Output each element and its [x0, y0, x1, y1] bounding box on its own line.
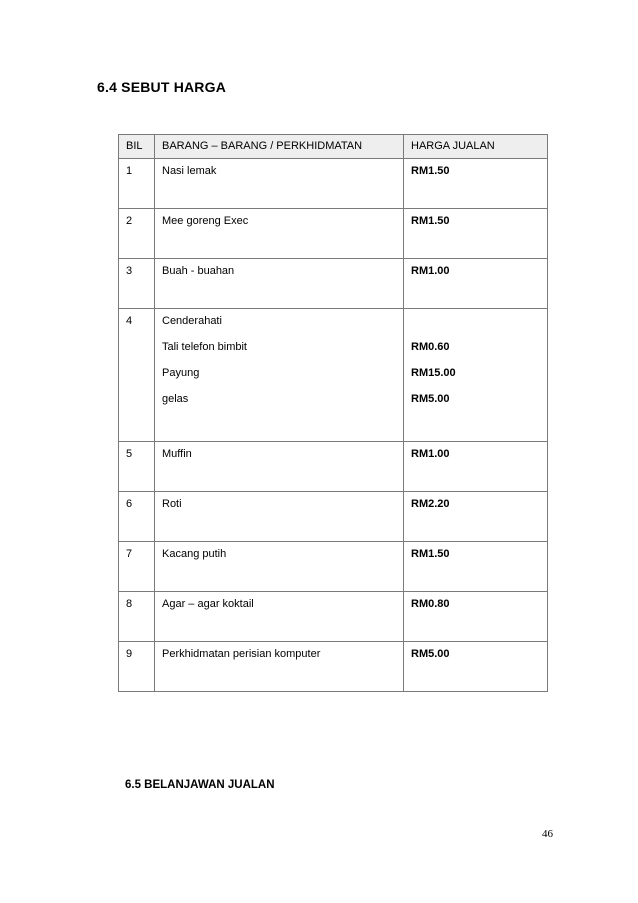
row-bil: 1: [119, 159, 155, 209]
row-subitem-price: RM15.00: [411, 367, 456, 379]
row-item-group: Cenderahati: [162, 315, 222, 327]
price-table: [118, 134, 548, 692]
table-row: [119, 259, 548, 309]
table-row: [119, 159, 548, 209]
row-subitem-price: RM5.00: [411, 393, 450, 405]
table-row: [119, 592, 548, 642]
row-item: [155, 309, 404, 442]
row-bil: 6: [119, 492, 155, 542]
row-subitem: Tali telefon bimbit: [162, 341, 247, 353]
row-price: RM1.00: [404, 259, 548, 309]
row-subitem: Payung: [162, 367, 200, 379]
row-item: Mee goreng Exec: [155, 209, 404, 259]
header-bil: BIL: [119, 135, 155, 159]
table-row: [119, 492, 548, 542]
table-row: [119, 542, 548, 592]
row-bil: 9: [119, 642, 155, 692]
row-bil: 2: [119, 209, 155, 259]
row-price: RM0.80: [404, 592, 548, 642]
row-bil: 7: [119, 542, 155, 592]
page-number: 46: [542, 828, 553, 840]
row-bil: 5: [119, 442, 155, 492]
row-subitem: gelas: [162, 393, 189, 405]
row-item: Roti: [155, 492, 404, 542]
row-item: Buah - buahan: [155, 259, 404, 309]
row-bil: 4: [119, 309, 155, 442]
row-price: RM1.50: [404, 209, 548, 259]
table-header-row: [119, 135, 548, 159]
row-subitem-price: RM0.60: [411, 341, 450, 353]
table-row: [119, 309, 548, 442]
row-price: [404, 309, 548, 442]
row-price: RM1.50: [404, 159, 548, 209]
section-title: 6.4 SEBUT HARGA: [97, 79, 227, 95]
header-price: HARGA JUALAN: [404, 135, 548, 159]
row-item: Muffin: [155, 442, 404, 492]
next-section-title: 6.5 BELANJAWAN JUALAN: [125, 779, 275, 791]
row-bil: 3: [119, 259, 155, 309]
row-item: Agar – agar koktail: [155, 592, 404, 642]
row-item: Kacang putih: [155, 542, 404, 592]
table-row: [119, 442, 548, 492]
row-item: Perkhidmatan perisian komputer: [155, 642, 404, 692]
header-item: BARANG – BARANG / PERKHIDMATAN: [155, 135, 404, 159]
row-price-spacer: [411, 315, 547, 341]
row-price: RM5.00: [404, 642, 548, 692]
table-row: [119, 209, 548, 259]
row-price: RM1.50: [404, 542, 548, 592]
row-item: Nasi lemak: [155, 159, 404, 209]
row-price: RM2.20: [404, 492, 548, 542]
table-row: [119, 642, 548, 692]
row-price: RM1.00: [404, 442, 548, 492]
row-bil: 8: [119, 592, 155, 642]
